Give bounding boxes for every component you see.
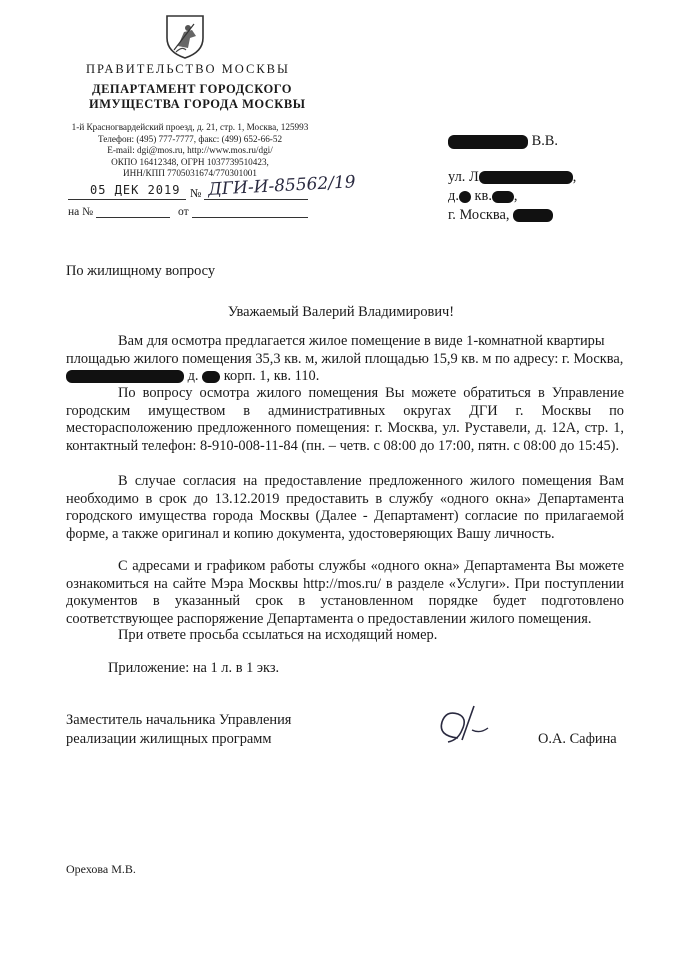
attachment-note: Приложение: на 1 л. в 1 экз. bbox=[108, 660, 280, 676]
number-prefix: № bbox=[190, 186, 202, 200]
department-name-line2: ИМУЩЕСТВА ГОРОДА МОСКВЫ bbox=[89, 97, 306, 111]
outgoing-number-handwritten: ДГИ-И-85562/19 bbox=[207, 172, 357, 200]
signatory-name: О.А. Сафина bbox=[538, 731, 617, 747]
redacted-house-number bbox=[202, 371, 220, 383]
contact-email: E-mail: dgi@mos.ru, http://www.mos.ru/dgi/ bbox=[107, 145, 273, 155]
moscow-coat-of-arms-icon bbox=[164, 12, 206, 60]
redacted-surname bbox=[448, 135, 528, 149]
salutation: Уважаемый Валерий Владимирович! bbox=[227, 304, 455, 320]
redacted-flat bbox=[492, 191, 514, 203]
paragraph-one-window: С адресами и графиком работы службы «одного окна» Департамента Вы можете ознакомиться на сайте Мэра Москвы http://mos.ru/ в разделе «Услуги». При поступлении документов в указанный срок в установленном порядке будет подготовлено соответствующее распоряжение Департамента о предоставлении жилого помещения. bbox=[66, 558, 624, 627]
paragraph-consent: В случае согласия на предоставление предложенного жилого помещения Вам необходимо в срок до 13.12.2019 предоставить в службу «одного окна» Департамента городского имущества города Москвы (Далее - Департамент) согласие по прилагаемой форме, а также оригинал и копию документа, удостоверяющих Вашу личность. bbox=[66, 473, 624, 542]
executor-name: Орехова М.В. bbox=[66, 862, 136, 876]
signatory-position-line2: реализации жилищных программ bbox=[66, 731, 272, 747]
contact-address: 1-й Красногвардейский проезд, д. 21, стр. 1, Москва, 125993 bbox=[71, 122, 309, 132]
reference-from-label: от bbox=[178, 206, 189, 218]
recipient-name: В.В. bbox=[448, 132, 648, 151]
recipient-city: г. Москва, bbox=[448, 206, 648, 225]
handwritten-signature bbox=[428, 700, 498, 748]
contact-okpo: ОКПО 16412348, ОГРН 1037739510423, bbox=[111, 156, 269, 167]
contact-phone: Телефон: (495) 777-7777, факс: (499) 652-66-52 bbox=[97, 133, 283, 144]
signatory-position-line1: Заместитель начальника Управления bbox=[66, 712, 292, 728]
redacted-street-name bbox=[66, 370, 184, 383]
redacted-house bbox=[459, 191, 471, 203]
recipient-house: д. кв. , bbox=[448, 188, 518, 204]
paragraph-offer: Вам для осмотра предлагается жилое помещение в виде 1-комнатной квартиры площадью жилого помещения 35,3 кв. м, жилой площадью 15,9 кв. м по адресу: г. Москва, д. корп. 1, кв. 110. bbox=[66, 333, 624, 384]
department-contacts bbox=[70, 122, 310, 180]
reference-number-field bbox=[96, 202, 170, 223]
recipient-street: ул. Л , bbox=[448, 169, 577, 185]
government-title: ПРАВИТЕЛЬСТВО МОСКВЫ bbox=[86, 62, 290, 76]
contact-inn: ИНН/КПП 7705031674/770301001 bbox=[123, 168, 257, 178]
redacted-index bbox=[513, 209, 553, 222]
letter-subject: По жилищному вопросу bbox=[66, 263, 216, 279]
reference-date-field bbox=[192, 202, 308, 223]
paragraph-viewing: По вопросу осмотра жилого помещения Вы можете обратиться в Управление городским имуществом в административных округах ДГИ г. Москвы по месторасположению предложенного помещения: г. Москва, ул. Руставели, д. 12А, стр. 1, контактный телефон: 8-910-008-11-84 (пн. – четв. с 08:00 до 17:00, пятн. с 08:00 до 15:45). bbox=[66, 385, 624, 454]
department-name-line1: ДЕПАРТАМЕНТ ГОРОДСКОГО bbox=[92, 82, 293, 96]
date-stamp: 05 ДЕК 2019 bbox=[90, 183, 181, 197]
recipient-block bbox=[448, 132, 648, 225]
paragraph-reference: При ответе просьба ссылаться на исходящий номер. bbox=[118, 627, 438, 643]
redacted-street bbox=[479, 171, 573, 184]
reference-prefix: на № bbox=[68, 206, 94, 218]
